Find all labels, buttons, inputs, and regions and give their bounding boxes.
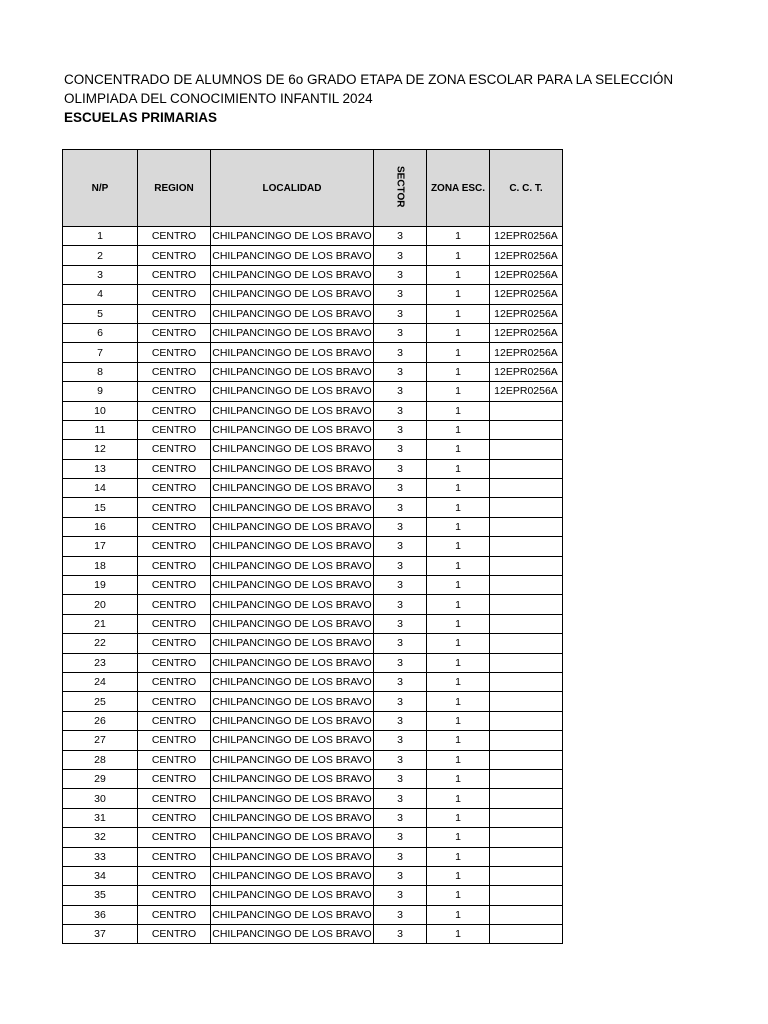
cell-np: 11 [63,420,138,439]
cell-sector: 3 [374,382,427,401]
cell-np: 21 [63,614,138,633]
table-row [63,925,563,944]
cell-cct: 12EPR0256A [490,343,563,362]
table-row [63,653,563,672]
table-body [63,227,563,944]
cell-cct [490,556,563,575]
cell-np: 2 [63,246,138,265]
cell-region: CENTRO [138,440,211,459]
table-row [63,479,563,498]
cell-zona: 1 [427,866,490,885]
cell-np: 19 [63,576,138,595]
table-row [63,265,563,284]
cell-np: 17 [63,537,138,556]
cell-region: CENTRO [138,304,211,323]
table-row [63,498,563,517]
cell-localidad: CHILPANCINGO DE LOS BRAVO [211,227,374,246]
column-header-cct: C. C. T. [490,150,563,227]
cell-np: 15 [63,498,138,517]
cell-region: CENTRO [138,537,211,556]
cell-region: CENTRO [138,285,211,304]
cell-localidad: CHILPANCINGO DE LOS BRAVO [211,925,374,944]
cell-cct [490,420,563,439]
cell-cct [490,595,563,614]
cell-region: CENTRO [138,750,211,769]
cell-zona: 1 [427,634,490,653]
cell-sector: 3 [374,265,427,284]
cell-np: 23 [63,653,138,672]
cell-localidad: CHILPANCINGO DE LOS BRAVO [211,537,374,556]
cell-sector: 3 [374,595,427,614]
cell-np: 32 [63,828,138,847]
cell-region: CENTRO [138,401,211,420]
cell-np: 37 [63,925,138,944]
cell-np: 30 [63,789,138,808]
cell-region: CENTRO [138,479,211,498]
cell-localidad: CHILPANCINGO DE LOS BRAVO [211,401,374,420]
table-row [63,556,563,575]
cell-localidad: CHILPANCINGO DE LOS BRAVO [211,517,374,536]
table-row [63,866,563,885]
cell-cct: 12EPR0256A [490,227,563,246]
cell-zona: 1 [427,479,490,498]
cell-zona: 1 [427,711,490,730]
cell-region: CENTRO [138,925,211,944]
cell-zona: 1 [427,692,490,711]
cell-np: 14 [63,479,138,498]
cell-sector: 3 [374,304,427,323]
column-header-sector-label: SECTOR [394,165,406,208]
cell-localidad: CHILPANCINGO DE LOS BRAVO [211,556,374,575]
cell-sector: 3 [374,886,427,905]
cell-localidad: CHILPANCINGO DE LOS BRAVO [211,459,374,478]
cell-localidad: CHILPANCINGO DE LOS BRAVO [211,866,374,885]
cell-localidad: CHILPANCINGO DE LOS BRAVO [211,246,374,265]
cell-zona: 1 [427,498,490,517]
table-row [63,304,563,323]
cell-cct [490,614,563,633]
section-heading: ESCUELAS PRIMARIAS [64,110,218,125]
cell-localidad: CHILPANCINGO DE LOS BRAVO [211,595,374,614]
cell-region: CENTRO [138,265,211,284]
cell-cct [490,672,563,691]
cell-region: CENTRO [138,420,211,439]
table-row [63,343,563,362]
table-row [63,459,563,478]
cell-np: 29 [63,769,138,788]
cell-np: 5 [63,304,138,323]
cell-localidad: CHILPANCINGO DE LOS BRAVO [211,808,374,827]
cell-region: CENTRO [138,595,211,614]
table-row [63,828,563,847]
cell-region: CENTRO [138,576,211,595]
cell-region: CENTRO [138,227,211,246]
cell-sector: 3 [374,479,427,498]
cell-localidad: CHILPANCINGO DE LOS BRAVO [211,886,374,905]
cell-np: 12 [63,440,138,459]
cell-cct: 12EPR0256A [490,382,563,401]
cell-zona: 1 [427,905,490,924]
table-row [63,634,563,653]
cell-region: CENTRO [138,808,211,827]
cell-localidad: CHILPANCINGO DE LOS BRAVO [211,634,374,653]
cell-localidad: CHILPANCINGO DE LOS BRAVO [211,265,374,284]
cell-sector: 3 [374,343,427,362]
cell-sector: 3 [374,634,427,653]
cell-region: CENTRO [138,362,211,381]
table-row [63,246,563,265]
cell-np: 35 [63,886,138,905]
cell-zona: 1 [427,420,490,439]
cell-sector: 3 [374,537,427,556]
cell-region: CENTRO [138,382,211,401]
cell-np: 18 [63,556,138,575]
cell-cct [490,653,563,672]
cell-zona: 1 [427,731,490,750]
cell-cct [490,459,563,478]
table-row [63,401,563,420]
cell-localidad: CHILPANCINGO DE LOS BRAVO [211,440,374,459]
cell-cct [490,634,563,653]
cell-np: 22 [63,634,138,653]
cell-sector: 3 [374,769,427,788]
cell-sector: 3 [374,866,427,885]
column-header-localidad: LOCALIDAD [211,150,374,227]
cell-np: 26 [63,711,138,730]
cell-zona: 1 [427,382,490,401]
cell-localidad: CHILPANCINGO DE LOS BRAVO [211,672,374,691]
cell-cct [490,498,563,517]
cell-zona: 1 [427,653,490,672]
cell-sector: 3 [374,498,427,517]
cell-cct [490,517,563,536]
cell-region: CENTRO [138,847,211,866]
table-row [63,382,563,401]
cell-cct: 12EPR0256A [490,285,563,304]
cell-localidad: CHILPANCINGO DE LOS BRAVO [211,769,374,788]
cell-cct [490,750,563,769]
cell-np: 9 [63,382,138,401]
cell-cct: 12EPR0256A [490,362,563,381]
cell-localidad: CHILPANCINGO DE LOS BRAVO [211,905,374,924]
students-table [62,149,563,944]
cell-cct [490,905,563,924]
cell-np: 27 [63,731,138,750]
cell-zona: 1 [427,808,490,827]
cell-sector: 3 [374,905,427,924]
cell-localidad: CHILPANCINGO DE LOS BRAVO [211,731,374,750]
header-row [63,150,563,227]
cell-cct [490,731,563,750]
cell-sector: 3 [374,227,427,246]
cell-sector: 3 [374,808,427,827]
cell-cct [490,711,563,730]
cell-zona: 1 [427,227,490,246]
cell-region: CENTRO [138,517,211,536]
cell-region: CENTRO [138,614,211,633]
cell-sector: 3 [374,323,427,342]
cell-zona: 1 [427,576,490,595]
cell-zona: 1 [427,440,490,459]
table-row [63,711,563,730]
cell-zona: 1 [427,362,490,381]
cell-region: CENTRO [138,653,211,672]
cell-zona: 1 [427,517,490,536]
cell-localidad: CHILPANCINGO DE LOS BRAVO [211,750,374,769]
cell-localidad: CHILPANCINGO DE LOS BRAVO [211,479,374,498]
cell-np: 34 [63,866,138,885]
cell-localidad: CHILPANCINGO DE LOS BRAVO [211,343,374,362]
cell-zona: 1 [427,323,490,342]
cell-np: 24 [63,672,138,691]
cell-cct [490,692,563,711]
cell-zona: 1 [427,343,490,362]
cell-cct [490,828,563,847]
cell-sector: 3 [374,401,427,420]
cell-localidad: CHILPANCINGO DE LOS BRAVO [211,382,374,401]
cell-sector: 3 [374,285,427,304]
cell-cct: 12EPR0256A [490,304,563,323]
cell-localidad: CHILPANCINGO DE LOS BRAVO [211,692,374,711]
cell-sector: 3 [374,692,427,711]
cell-region: CENTRO [138,731,211,750]
cell-np: 36 [63,905,138,924]
cell-cct [490,479,563,498]
cell-zona: 1 [427,886,490,905]
table-row [63,692,563,711]
table-row [63,362,563,381]
cell-cct [490,440,563,459]
cell-localidad: CHILPANCINGO DE LOS BRAVO [211,323,374,342]
cell-region: CENTRO [138,789,211,808]
cell-zona: 1 [427,672,490,691]
cell-localidad: CHILPANCINGO DE LOS BRAVO [211,847,374,866]
cell-region: CENTRO [138,498,211,517]
cell-region: CENTRO [138,246,211,265]
cell-np: 8 [63,362,138,381]
table-row [63,847,563,866]
column-header-region: REGION [138,150,211,227]
cell-np: 10 [63,401,138,420]
cell-sector: 3 [374,925,427,944]
cell-sector: 3 [374,731,427,750]
cell-np: 13 [63,459,138,478]
document-subtitle: OLIMPIADA DEL CONOCIMIENTO INFANTIL 2024 [64,91,373,106]
cell-localidad: CHILPANCINGO DE LOS BRAVO [211,498,374,517]
cell-np: 28 [63,750,138,769]
cell-cct: 12EPR0256A [490,246,563,265]
table-row [63,576,563,595]
cell-np: 25 [63,692,138,711]
cell-sector: 3 [374,828,427,847]
cell-cct [490,537,563,556]
cell-localidad: CHILPANCINGO DE LOS BRAVO [211,614,374,633]
cell-region: CENTRO [138,556,211,575]
cell-sector: 3 [374,459,427,478]
cell-localidad: CHILPANCINGO DE LOS BRAVO [211,828,374,847]
cell-region: CENTRO [138,343,211,362]
table-row [63,731,563,750]
table-row [63,517,563,536]
table-row [63,769,563,788]
cell-sector: 3 [374,576,427,595]
cell-region: CENTRO [138,828,211,847]
cell-zona: 1 [427,265,490,284]
cell-cct [490,847,563,866]
document-title: CONCENTRADO DE ALUMNOS DE 6o GRADO ETAPA DE ZONA ESCOLAR PARA LA SELECCIÓN [64,72,674,87]
cell-region: CENTRO [138,711,211,730]
cell-zona: 1 [427,828,490,847]
cell-cct: 12EPR0256A [490,323,563,342]
cell-localidad: CHILPANCINGO DE LOS BRAVO [211,362,374,381]
cell-zona: 1 [427,401,490,420]
cell-np: 1 [63,227,138,246]
column-header-np: N/P [63,150,138,227]
table-row [63,595,563,614]
column-header-zona: ZONA ESC. [427,150,490,227]
cell-zona: 1 [427,847,490,866]
table-row [63,886,563,905]
table-row [63,323,563,342]
cell-zona: 1 [427,556,490,575]
cell-cct [490,769,563,788]
table-row [63,537,563,556]
document-header [64,70,674,127]
table-row [63,440,563,459]
cell-zona: 1 [427,246,490,265]
cell-sector: 3 [374,440,427,459]
cell-cct [490,866,563,885]
cell-sector: 3 [374,789,427,808]
cell-zona: 1 [427,750,490,769]
cell-localidad: CHILPANCINGO DE LOS BRAVO [211,653,374,672]
cell-sector: 3 [374,246,427,265]
cell-region: CENTRO [138,866,211,885]
table-row [63,614,563,633]
cell-localidad: CHILPANCINGO DE LOS BRAVO [211,576,374,595]
cell-zona: 1 [427,304,490,323]
cell-localidad: CHILPANCINGO DE LOS BRAVO [211,304,374,323]
cell-np: 3 [63,265,138,284]
table-row [63,905,563,924]
cell-sector: 3 [374,653,427,672]
cell-cct [490,886,563,905]
cell-localidad: CHILPANCINGO DE LOS BRAVO [211,789,374,808]
cell-sector: 3 [374,711,427,730]
cell-np: 31 [63,808,138,827]
cell-zona: 1 [427,285,490,304]
column-header-sector [374,150,427,227]
cell-sector: 3 [374,672,427,691]
cell-zona: 1 [427,595,490,614]
cell-sector: 3 [374,517,427,536]
cell-zona: 1 [427,769,490,788]
cell-region: CENTRO [138,672,211,691]
cell-sector: 3 [374,556,427,575]
cell-cct [490,808,563,827]
cell-sector: 3 [374,420,427,439]
cell-region: CENTRO [138,459,211,478]
cell-sector: 3 [374,362,427,381]
table-row [63,808,563,827]
cell-zona: 1 [427,925,490,944]
cell-cct [490,925,563,944]
cell-cct [490,576,563,595]
cell-region: CENTRO [138,692,211,711]
cell-region: CENTRO [138,323,211,342]
table-row [63,672,563,691]
cell-localidad: CHILPANCINGO DE LOS BRAVO [211,285,374,304]
cell-region: CENTRO [138,886,211,905]
cell-region: CENTRO [138,769,211,788]
table-row [63,285,563,304]
table-row [63,750,563,769]
cell-cct [490,401,563,420]
cell-np: 4 [63,285,138,304]
cell-region: CENTRO [138,634,211,653]
cell-region: CENTRO [138,905,211,924]
table-row [63,227,563,246]
cell-localidad: CHILPANCINGO DE LOS BRAVO [211,711,374,730]
cell-sector: 3 [374,847,427,866]
cell-sector: 3 [374,614,427,633]
cell-cct [490,789,563,808]
cell-np: 33 [63,847,138,866]
cell-cct: 12EPR0256A [490,265,563,284]
table-row [63,789,563,808]
cell-zona: 1 [427,537,490,556]
cell-np: 6 [63,323,138,342]
cell-np: 16 [63,517,138,536]
cell-np: 20 [63,595,138,614]
cell-zona: 1 [427,459,490,478]
cell-localidad: CHILPANCINGO DE LOS BRAVO [211,420,374,439]
cell-np: 7 [63,343,138,362]
table-row [63,420,563,439]
cell-sector: 3 [374,750,427,769]
cell-zona: 1 [427,789,490,808]
cell-zona: 1 [427,614,490,633]
